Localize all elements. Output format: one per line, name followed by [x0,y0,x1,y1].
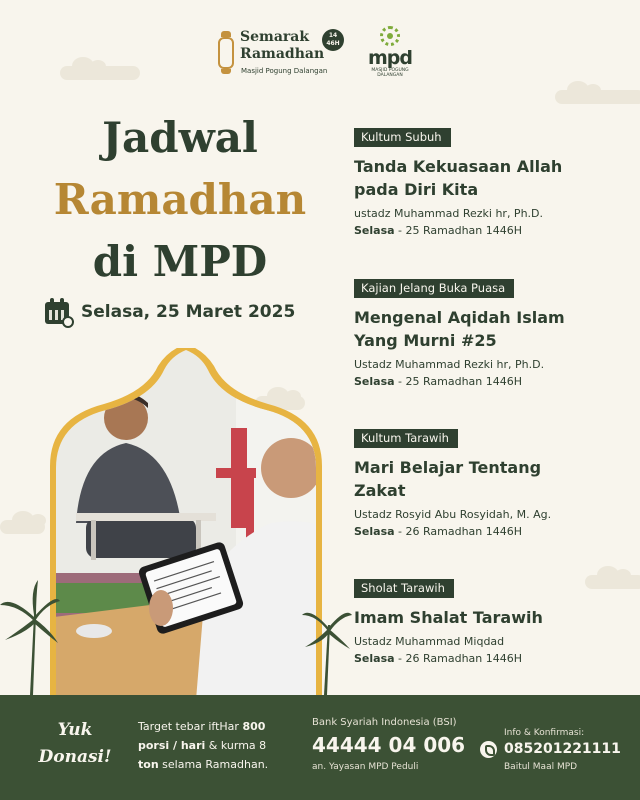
session-date: Selasa - 25 Ramadhan 1446H [354,224,523,237]
session-tag: Kajian Jelang Buka Puasa [354,279,514,298]
semarak-ramadhan-logo [218,27,344,82]
session-date: Selasa - 25 Ramadhan 1446H [354,375,523,388]
session-speaker: Ustadz Muhammad Miqdad [354,635,505,648]
schedule-item [354,577,629,665]
session-title: Mengenal Aqidah Islam Yang Murni #25 [354,308,565,350]
session-date: Selasa - 26 Ramadhan 1446H [354,652,523,665]
contact-phone[interactable]: 085201221111 [504,741,621,757]
arch-photo [46,348,326,700]
donation-footer [0,695,640,800]
main-title-line3: di MPD [92,237,268,286]
donation-cta: Yuk Donasi! [38,720,112,767]
event-title-line2: Ramadhan [240,46,325,62]
event-date [45,298,295,326]
session-tag: Sholat Tarawih [354,579,454,598]
bank-name: Bank Syariah Indonesia (BSI) [312,717,457,728]
cloud-decor [555,90,640,104]
schedule-item [354,427,629,538]
mpd-logo [360,26,420,84]
session-tag: Kultum Tarawih [354,429,458,448]
bank-info [312,717,472,772]
cloud-decor [60,66,140,80]
donation-target-text: Target tebar iftHar 800 porsi / hari & kurma 8 ton selama Ramadhan. [138,720,269,771]
palm-leaf-icon [302,585,352,695]
contact-org: Baitul Maal MPD [504,762,578,772]
event-subtitle: Masjid Pogung Dalangan [241,67,328,75]
event-title-line1: Semarak [240,29,310,45]
mpd-logo-text: mpd [368,47,412,69]
session-speaker: Ustadz Rosyid Abu Rosyidah, M. Ag. [354,508,552,521]
session-title: Imam Shalat Tarawih [354,608,543,627]
session-speaker: Ustadz Muhammad Rezki hr, Ph.D. [354,358,545,371]
event-date-text: Selasa, 25 Maret 2025 [81,302,296,322]
main-title-line2: Ramadhan [53,175,307,224]
bank-account-number: 44444 04 006 [312,733,466,757]
schedule-item [354,126,629,237]
schedule-item [354,277,629,388]
session-title: Tanda Kekuasaan Allah pada Diri Kita [354,157,563,199]
contact-label: Info & Konfirmasi: [504,728,585,738]
photo-illustration [46,348,326,700]
session-date: Selasa - 26 Ramadhan 1446H [354,525,523,538]
main-title-line1: Jadwal [102,113,258,162]
calendar-clock-icon [45,298,71,326]
session-speaker: ustadz Muhammad Rezki hr, Ph.D. [354,207,544,220]
session-tag: Kultum Subuh [354,128,451,147]
whatsapp-icon [480,741,497,758]
bank-account-holder: an. Yayasan MPD Peduli [312,762,419,772]
cloud-decor [0,520,45,534]
hijri-year-badge: 14 46H [322,29,344,51]
mpd-logo-subtitle: MASJID POGUNG DALANGAN [371,68,409,78]
palm-leaf-icon [0,575,60,695]
lantern-icon [218,31,234,77]
mpd-emblem-icon [377,26,403,48]
session-title: Mari Belajar Tentang Zakat [354,458,542,500]
